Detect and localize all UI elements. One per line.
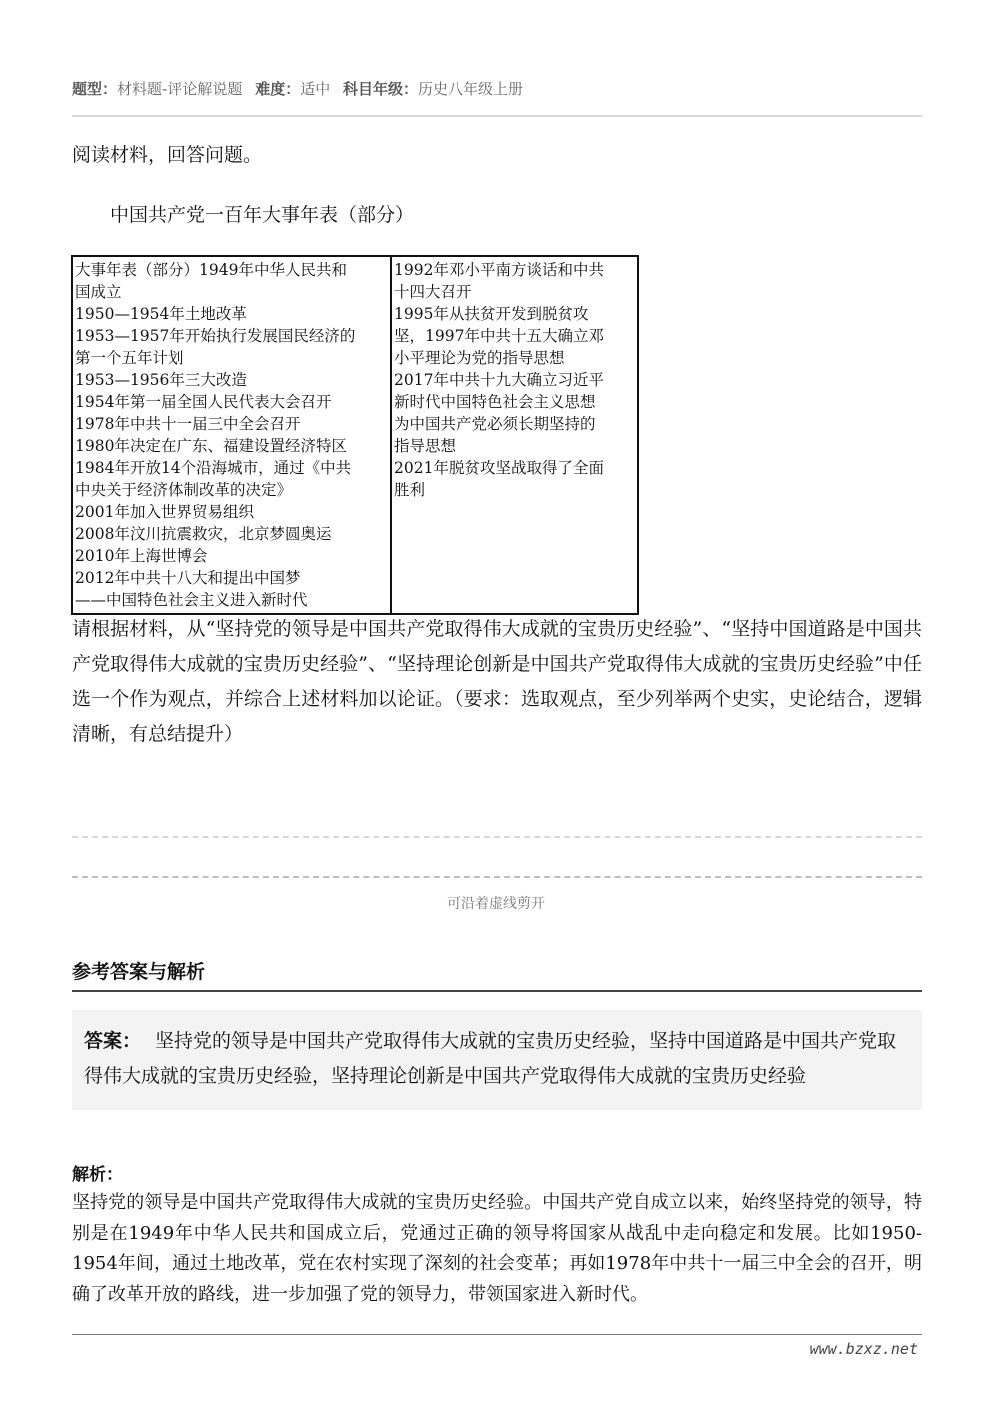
footer-divider: [72, 1334, 922, 1335]
question-prompt: 请根据材料，从“坚持党的领导是中国共产党取得伟大成就的宝贵历史经验”、“坚持中国道路是中国共产党取得伟大成就的宝贵历史经验”、“坚持理论创新是中国共产党取得伟大成就的宝贵历史经验”中任选一个作为观点，并综合上述材料加以论证。（要求：选取观点，至少列举两个史实，史论结合，逻辑清晰，有总结提升）: [72, 618, 922, 745]
timeline-line: 新时代中国特色社会主义思想: [394, 393, 596, 411]
timeline-line: 1950—1954年土地改革: [75, 305, 247, 323]
timeline-line: 1978年中共十一届三中全会召开: [75, 415, 301, 433]
type-value: 材料题-评论解说题: [117, 80, 243, 98]
answer-text: 坚持党的领导是中国共产党取得伟大成就的宝贵历史经验，坚持中国道路是中国共产党取得伟大成就的宝贵历史经验，坚持理论创新是中国共产党取得伟大成就的宝贵历史经验: [84, 1030, 897, 1087]
timeline-line: 指导思想: [394, 437, 457, 455]
subject-value: 历史八年级上册: [418, 80, 524, 98]
type-label: 题型：: [72, 80, 118, 98]
section-divider: [72, 990, 922, 992]
meta-divider: [72, 115, 922, 117]
analysis-label: 解析：: [72, 1165, 123, 1185]
timeline-line: 1984年开放14个沿海城市，通过《中共: [75, 459, 352, 477]
answer-section-title: 参考答案与解析: [72, 961, 206, 983]
cut-note: 可沿着虚线剪开: [447, 896, 545, 912]
timeline-line: 大事年表（部分）1949年中华人民共和: [75, 261, 347, 279]
subject-label: 科目年级：: [343, 80, 419, 98]
footer-site-url: www.bzxz.net: [809, 1340, 918, 1358]
timeline-line: 2001年加入世界贸易组织: [75, 503, 254, 521]
timeline-line: 2008年汶川抗震救灾，北京梦圆奥运: [75, 525, 332, 543]
timeline-line: 2017年中共十九大确立习近平: [394, 371, 604, 389]
timeline-line: 为中国共产党必须长期坚持的: [394, 415, 596, 433]
timeline-line: 2012年中共十八大和提出中国梦: [75, 569, 301, 587]
timeline-line: 1953—1957年开始执行发展国民经济的: [75, 327, 356, 345]
answer-box: [72, 1010, 922, 1110]
cut-line-dashed: [72, 836, 922, 838]
difficulty-label: 难度：: [255, 80, 301, 98]
difficulty-value: 适中: [300, 80, 331, 98]
timeline-left-column: [72, 256, 391, 614]
question-intro: 阅读材料，回答问题。: [72, 144, 263, 166]
timeline-line: 1953—1956年三大改造: [75, 371, 247, 389]
timeline-line: 胜利: [394, 481, 426, 499]
question-meta-bar: [72, 78, 922, 99]
timeline-line: 中央关于经济体制改革的决定》: [75, 481, 293, 499]
timeline-line: 第一个五年计划: [75, 349, 184, 367]
analysis-text: 坚持党的领导是中国共产党取得伟大成就的宝贵历史经验。中国共产党自成立以来，始终坚持党的领导，特别是在1949年中华人民共和国成立后，党通过正确的领导将国家从战乱中走向稳定和发展。比如1950-1954年间，通过土地改革，党在农村实现了深刻的社会变革；再如1978年中共十一届三中全会的召开，明确了改革开放的路线，进一步加强了党的领导力，带领国家进入新时代。: [72, 1192, 922, 1305]
timeline-line: 坚，1997年中共十五大确立邓: [394, 327, 604, 345]
cut-line-dashed: [72, 876, 922, 878]
timeline-line: 2021年脱贫攻坚战取得了全面: [394, 459, 604, 477]
timeline-line: 2010年上海世博会: [75, 547, 208, 565]
events-timeline-table: [71, 255, 639, 615]
timeline-line: 小平理论为党的指导思想: [394, 349, 565, 367]
answer-label: 答案：: [84, 1030, 142, 1052]
timeline-right-column: [391, 256, 638, 614]
timeline-line: 十四大召开: [394, 283, 472, 301]
table-title: 中国共产党一百年大事年表（部分）: [110, 204, 415, 226]
timeline-line: 1954年第一届全国人民代表大会召开: [75, 393, 332, 411]
timeline-line: 国成立: [75, 283, 122, 301]
timeline-line: 1995年从扶贫开发到脱贫攻: [394, 305, 589, 323]
timeline-line: 1992年邓小平南方谈话和中共: [394, 261, 604, 279]
timeline-line: 1980年决定在广东、福建设置经济特区: [75, 437, 347, 455]
timeline-line: ——中国特色社会主义进入新时代: [75, 591, 308, 609]
